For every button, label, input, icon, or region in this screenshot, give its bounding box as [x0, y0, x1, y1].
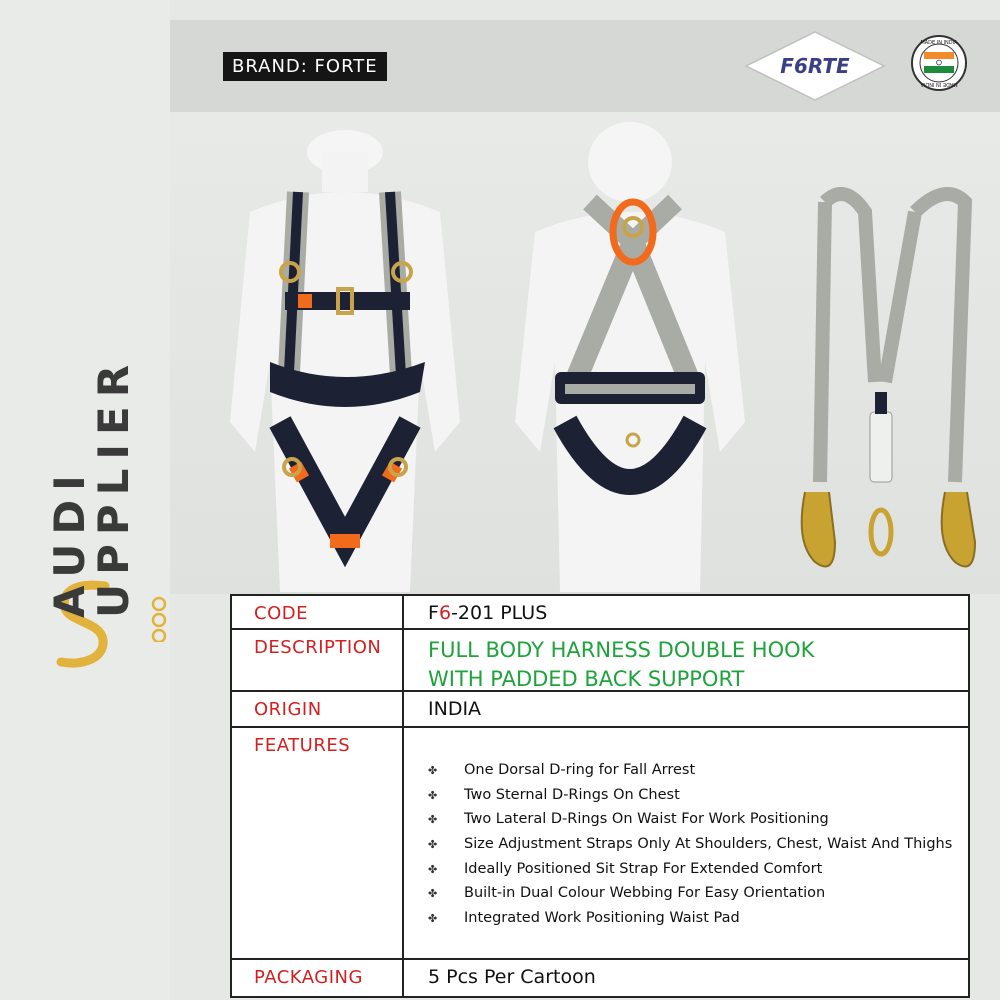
- row-origin: [232, 692, 968, 728]
- bullet-icon: ✤: [428, 862, 438, 876]
- bullet-icon: ✤: [428, 887, 438, 901]
- side-brand-line2: UPPLIER: [89, 355, 138, 618]
- code-accent: 6: [438, 602, 452, 624]
- decorative-dots: [150, 596, 168, 642]
- features-list: [428, 758, 952, 931]
- svg-text:MADE IN INDIA: MADE IN INDIA: [920, 40, 958, 46]
- features-label: FEATURES: [232, 728, 404, 958]
- feature-item: ✤ Built-in Dual Colour Webbing For Easy Orientation: [428, 881, 952, 906]
- feature-item: ✤ Ideally Positioned Sit Strap For Extended Comfort: [428, 857, 952, 882]
- feature-item: ✤ Two Lateral D-Rings On Waist For Work Positioning: [428, 807, 952, 832]
- description-value: [428, 630, 814, 690]
- bullet-icon: ✤: [428, 838, 438, 852]
- code-suffix: -201 PLUS: [451, 602, 548, 624]
- code-label: CODE: [232, 596, 404, 628]
- side-brand-line1: AUDI: [45, 466, 94, 618]
- origin-label: ORIGIN: [232, 692, 404, 726]
- made-in-india-badge: [910, 34, 968, 92]
- row-features: [232, 728, 968, 960]
- header-band: [170, 20, 1000, 112]
- svg-text:MADE IN INDIA: MADE IN INDIA: [920, 81, 958, 87]
- feature-item: ✤ Two Sternal D-Rings On Chest: [428, 783, 952, 808]
- row-packaging: [232, 960, 968, 996]
- spec-table: [230, 594, 970, 998]
- brand-label: BRAND: FORTE: [223, 52, 387, 81]
- bullet-icon: ✤: [428, 764, 438, 777]
- origin-value: INDIA: [428, 698, 482, 720]
- code-value: [428, 596, 547, 628]
- harness-front-image: [210, 122, 480, 592]
- feature-item: ✤ Size Adjustment Straps Only At Shoulders, Chest, Waist And Thighs: [428, 832, 952, 857]
- bullet-icon: ✤: [428, 912, 438, 926]
- forte-logo: [740, 26, 890, 106]
- double-hook-lanyard-image: [795, 182, 985, 642]
- bullet-icon: ✤: [428, 813, 438, 827]
- feature-item: ✤ Integrated Work Positioning Waist Pad: [428, 906, 952, 931]
- product-photo-area: [170, 112, 1000, 594]
- description-line2: WITH PADDED BACK SUPPORT: [428, 667, 745, 691]
- row-code: [232, 596, 968, 630]
- side-brand-text: [45, 355, 138, 690]
- description-label: DESCRIPTION: [232, 630, 404, 690]
- svg-text:F6RTE: F6RTE: [780, 54, 850, 78]
- bullet-icon: ✤: [428, 788, 438, 802]
- feature-item: ✤ One Dorsal D-ring for Fall Arrest: [428, 758, 952, 783]
- packaging-value: 5 Pcs Per Cartoon: [428, 966, 596, 988]
- side-brand-panel: [0, 0, 170, 1000]
- row-description: [232, 630, 968, 692]
- description-line1: FULL BODY HARNESS DOUBLE HOOK: [428, 638, 815, 662]
- harness-back-image: [495, 122, 765, 592]
- packaging-label: PACKAGING: [232, 960, 404, 996]
- code-prefix: F: [428, 602, 439, 624]
